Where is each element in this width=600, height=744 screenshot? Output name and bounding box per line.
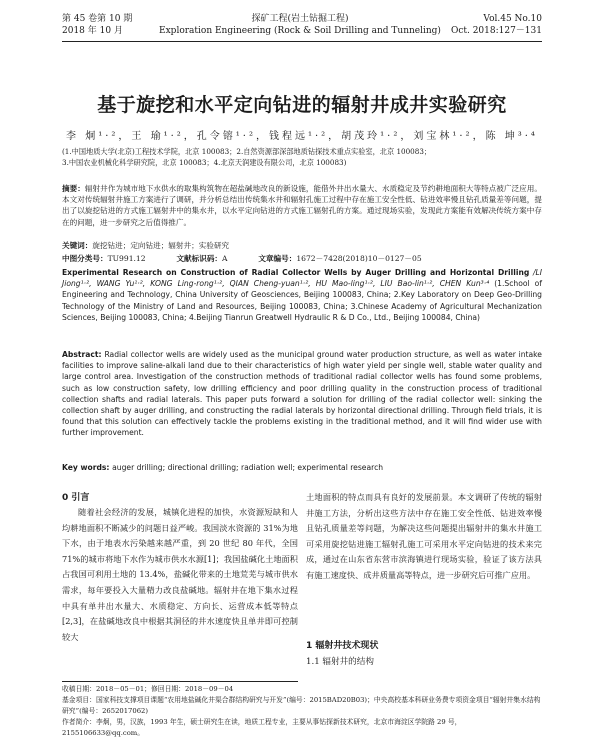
section-1-1-heading: 1.1 辐射井的结构 <box>306 657 374 667</box>
keywords-en <box>62 462 542 473</box>
header-rule <box>62 41 542 42</box>
abstract-en-label: Abstract: <box>62 350 105 359</box>
keywords-en-text: auger drilling; directional drilling; radiation well; experimental research <box>112 463 384 472</box>
doc-code-label: 文献标识码： <box>176 254 223 263</box>
keywords-cn-text: 旋挖钻进；定向钻进；辐射井；实验研究 <box>92 241 230 250</box>
abstract-cn-text: 辐射井作为城市地下水供水的取集构筑物在超盐碱地改良的新设施，能借外井出水量大、水质稳定及节约耕地面积大等特点被广泛应用。本文对传统辐射井施工方案进行了调研，并分析总结出传统集水井和辐射孔施工过程中存在施工安全性低、钻进效率慢且钻孔质量差等问题，提出了以旋挖钻进的方式施工辐射井中的集水井，以水平定向钻进的方式施工辐射孔的方案。通过现场实验，发现此方案能有效解决传统方案中存在的问题，进一步研究之后值得推广。 <box>62 184 542 227</box>
journal-volume-issue: 第 45 卷第 10 期 <box>62 14 133 24</box>
body-left-column: 随着社会经济的发展，城镇化进程的加快，水资源短缺和人均耕地面积不断减少的问题日益严峻。我国淡水资源的 31%为地下水，由于地表水污染越来越严重，到 20 世纪 80 年代，全国 71%的城市将地下水作为城市供水水源[1]；我国盐碱化土地面积占我国可利用土地的 13.4%，盐碱化带来的土地荒芜与城市供水需求，每年要投入大量精力改良盐碱地。辐射井在地下集水过程中具有单井出水量大、水质稳定、方向长、运营成本低等特点[2,3]，在盐碱地改良中根据其洞径的井水速度快且单井即可控制较大 <box>62 507 298 642</box>
abstract-cn <box>62 183 542 228</box>
article-number-value: 1672－7428(2018)10－0127－05 <box>296 254 422 263</box>
article-number-label: 文章编号： <box>258 254 297 263</box>
classification-line <box>62 253 542 264</box>
keywords-en-label: Key words: <box>62 463 113 472</box>
footnote-received: 收稿日期：2018－05－01；修回日期：2018－09－04 <box>62 685 234 693</box>
body-right-column: 土地面积的特点而具有良好的发展前景。本文调研了传统的辐射井施工方法，分析出这些方法中存在施工安全性低、钻进效率慢且钻孔质量差等问题，为解决这些问题提出辐射井的集水井施工可采用旋挖钻进施工辐射孔施工可采用水平定向钻进的技术来完成，通过在山东省东营市滨海镇进行现场实验，验证了该方法具有施工速度快、成井质量高等特点，进一步研究后可推广应用。 <box>306 492 542 580</box>
journal-name-cn: 探矿工程(岩土钻掘工程) <box>251 14 349 24</box>
affiliation-line-1: (1.中国地质大学(北京)工程技术学院，北京 100083；2.自然资源部深部地质钻探技术重点实验室，北京 100083； <box>62 147 432 156</box>
section-1-heading: 1 辐射井技术现状 <box>306 641 379 651</box>
doc-code-value: A <box>222 254 228 263</box>
clc-value: TU991.12 <box>107 254 146 263</box>
authors-en: LI Jiong¹·², WANG Yu¹·², KONG Ling-rong¹·², QIAN Cheng-yuan¹·², HU Mao-ling¹·², LIU Bao-lin¹·², CHEN Kun³·⁴ <box>62 268 542 289</box>
abstract-en <box>62 349 542 439</box>
affiliation-line-2: 3.中国农业机械化科学研究院，北京 100083；4.北京天润建设有限公司，北京 100083) <box>62 158 347 167</box>
title-en: Experimental Research on Construction of Radial Collector Wells by Auger Drilling and Horizontal Drilling <box>62 268 530 277</box>
author-list: 李 炯¹·²，王 瑜¹·²，孔令镕¹·²，钱程远¹·²，胡茂玲¹·²，刘宝林¹·²，陈 坤³·⁴ <box>66 131 538 142</box>
english-front-matter: Experimental Research on Construction of Radial Collector Wells by Auger Drilling and Horizontal Drilling /LI Jiong¹·², WANG Yu¹·², KONG Ling-rong¹·², QIAN Cheng-yuan¹·², HU Mao-ling¹·², LIU Bao-lin¹·², CHEN Kun³·⁴ (1.School of Engineering and Technology, China University of Geosciences, Beijing 100083, China; 2.Key Laboratory on Deep Geo-Drilling Technology of the Ministry of Land and Resources, Beijing 100083, China; 3.Chinese Academy of Agricultural Mechanization Sciences, Beijing 100083, China; 4.Beijing Tianrun Greatwell Hydraulic R & D Co., Ltd., Beijing 100084, China) <box>62 268 542 322</box>
keywords-cn <box>62 240 542 251</box>
paper-title: 基于旋挖和水平定向钻进的辐射井成井实验研究 <box>97 94 507 116</box>
journal-name-en: Exploration Engineering (Rock & Soil Drilling and Tunneling) <box>159 26 441 36</box>
footnote-fund: 基金项目：国家科技支撑项目课题“农用地盐碱化井渠合群结构研究与开发”(编号：2015BAD20B03)；中央高校基本科研业务费专项资金项目“辐射井集水结构研究”(编号：2652017062) <box>62 696 541 715</box>
page-range: Oct. 2018:127－131 <box>450 26 542 36</box>
journal-vol-no-en: Vol.45 No.10 <box>483 14 542 24</box>
footnote-author: 作者简介：李炯，男，汉族，1993 年生，硕士研究生在读，地质工程专业，主要从事钻探新技术研究，北京市海淀区学院路 29 号，2155106633@qq.com。 <box>62 718 462 737</box>
section-0-heading: 0 引言 <box>62 493 90 503</box>
affiliations-en: (1.School of Engineering and Technology, China University of Geosciences, Beijing 100083, China; 2.Key Laboratory on Deep Geo-Drilling Technology of the Ministry of Land and Resources, Beijing 100083, China; 3.Chinese Academy of Agricultural Mechanization Sciences, Beijing 100083, China; 4.Beijing Tianrun Greatwell Hydraulic R & D Co., Ltd., Beijing 100084, China) <box>62 279 542 322</box>
abstract-en-text: Radial collector wells are widely used as the municipal ground water production structure, as well as water intake facilities to improve saline-alkali land due to their characteristics of high water yield per single well, stable water quality and large control area. Investigation of the construction methods of traditional radial collector wells has found some problems, such as low construction safety, low drilling efficiency and poor drilling quality in the construction process of traditional collection shafts and radial laterals. This paper puts forward a solution for drilling of the radial collector well: sinking the collection shaft by auger drilling, and constructing the radial laterals by horizontal directional drilling. Through field trials, it is found that this solution can effectively tackle the problems existing in the traditional method, and it will find wider use with further improvement. <box>62 350 542 438</box>
abstract-cn-label: 摘要： <box>62 184 85 193</box>
keywords-cn-label: 关键词： <box>62 241 93 250</box>
clc-label: 中图分类号： <box>62 254 108 263</box>
journal-date: 2018 年 10 月 <box>62 26 123 36</box>
footnote-rule <box>62 681 298 682</box>
